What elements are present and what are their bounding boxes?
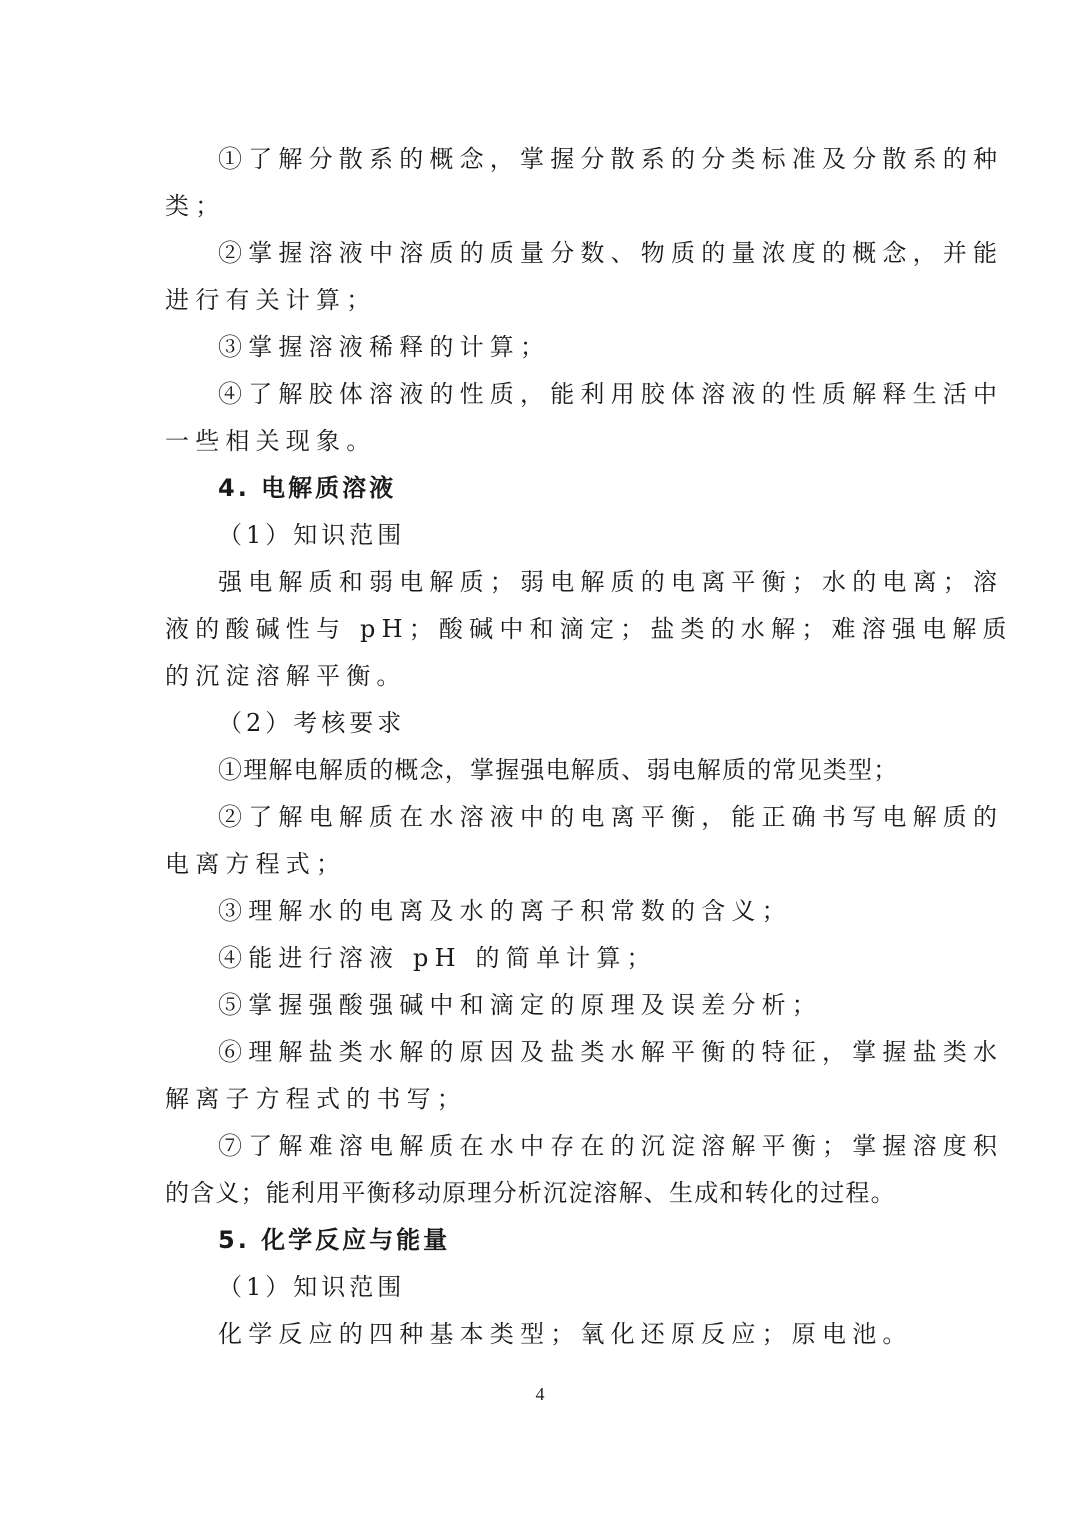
list-item-continuation: 进行有关计算； xyxy=(165,286,377,314)
list-item-continuation: 电离方程式； xyxy=(165,850,347,878)
section-heading: 4. 电解质溶液 xyxy=(218,474,397,502)
list-item: ⑥理解盐类水解的原因及盐类水解平衡的特征，掌握盐类水 xyxy=(218,1038,1004,1066)
subsection-heading: （1）知识范围 xyxy=(218,521,406,549)
list-item-continuation: 的含义；能利用平衡移动原理分析沉淀溶解、生成和转化的过程。 xyxy=(165,1179,896,1207)
list-item: ③掌握溶液稀释的计算； xyxy=(218,333,551,361)
paragraph-line: 液的酸碱性与 pH；酸碱中和滴定；盐类的水解；难溶强电解质 xyxy=(165,615,1013,643)
paragraph-line: 化学反应的四种基本类型；氧化还原反应；原电池。 xyxy=(218,1320,913,1348)
section-heading: 5. 化学反应与能量 xyxy=(218,1226,451,1254)
list-item-continuation: 类； xyxy=(165,192,226,220)
list-item: ②掌握溶液中溶质的质量分数、物质的量浓度的概念，并能 xyxy=(218,239,1004,267)
list-item-continuation: 解离子方程式的书写； xyxy=(165,1085,467,1113)
page-body xyxy=(165,136,1013,1358)
subsection-heading: （2）考核要求 xyxy=(218,709,406,737)
list-item: ①了解分散系的概念，掌握分散系的分类标准及分散系的种 xyxy=(218,145,1004,173)
list-item: ④了解胶体溶液的性质，能利用胶体溶液的性质解释生活中 xyxy=(218,380,1004,408)
list-item: ①理解电解质的概念，掌握强电解质、弱电解质的常见类型； xyxy=(218,756,899,784)
paragraph-line: 强电解质和弱电解质；弱电解质的电离平衡；水的电离；溶 xyxy=(218,568,1004,596)
page-number: 4 xyxy=(535,1384,545,1404)
subsection-heading: （1）知识范围 xyxy=(218,1273,406,1301)
list-item: ⑦了解难溶电解质在水中存在的沉淀溶解平衡；掌握溶度积 xyxy=(218,1132,1004,1160)
paragraph-line: 的沉淀溶解平衡。 xyxy=(165,662,407,690)
list-item: ②了解电解质在水溶液中的电离平衡，能正确书写电解质的 xyxy=(218,803,1004,831)
list-item-continuation: 一些相关现象。 xyxy=(165,427,377,455)
list-item: ③理解水的电离及水的离子积常数的含义； xyxy=(218,897,792,925)
list-item: ⑤掌握强酸强碱中和滴定的原理及误差分析； xyxy=(218,991,822,1019)
list-item: ④能进行溶液 pH 的简单计算； xyxy=(218,944,657,972)
